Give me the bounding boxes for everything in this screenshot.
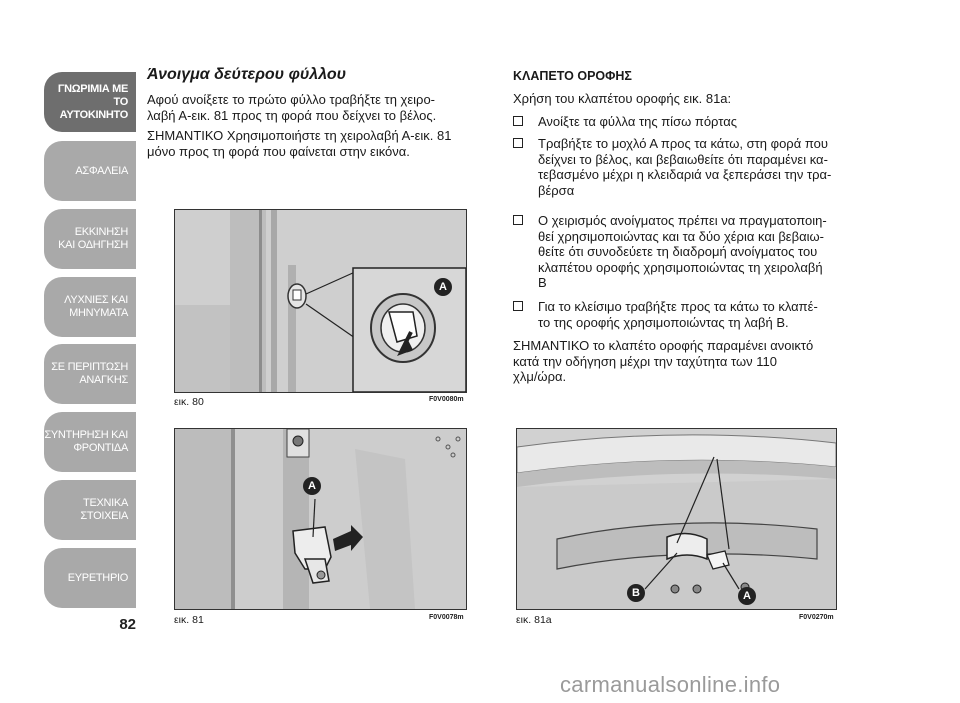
figure-81-code: F0V0078m [429, 614, 464, 621]
figure-81a-image [516, 428, 837, 610]
roof-flap-intro: Χρήση του κλαπέτου οροφής εικ. 81a: [513, 91, 732, 106]
paragraph-important-note: ΣΗΜΑΝΤΙΚΟ Χρησιμοποιήστε τη χειρολαβή Α-εικ. 81 μόνο προς τη φορά που φαίνεται στην εικόνα. [147, 128, 452, 159]
list-item: Για το κλείσιμο τραβήξτε προς τα κάτω το κλαπέ- το της οροφής χρησιμοποιώντας τη λαβή B. [513, 299, 865, 330]
marker-a: A [303, 477, 321, 495]
marker-b: B [627, 584, 645, 602]
tab-technical-data[interactable]: ΤΕΧΝΙΚΑ ΣΤΟΙΧΕΙΑ [44, 480, 136, 540]
roof-flap-important-note: ΣΗΜΑΝΤΙΚΟ το κλαπέτο οροφής παραμένει ανοικτό κατά την οδήγηση μέχρι την ταχύτητα των 110 χλμ/ώρα. [513, 338, 814, 384]
marker-a: A [434, 278, 452, 296]
list-item: Τραβήξτε το μοχλό Α προς τα κάτω, στη φορά που δείχνει το βέλος, και βεβαιωθείτε ότι παραμένει κα- τεβασμένο μέχρι η κλειδαριά να ξεπεράσει την τρα- βέρσα [513, 136, 865, 198]
list-item: Ο χειρισμός ανοίγματος πρέπει να πραγματοποιη- θεί χρησιμοποιώντας και τα δύο χέρια και βεβαιω- θείτε ότι συνοδεύετε τη διαδρομή ανοίγματος του κλαπέτου οροφής χρησιμοποιώντας τη χειρολαβή B [513, 213, 865, 291]
figure-81-caption: εικ. 81 [174, 614, 204, 626]
figure-81-image [174, 428, 467, 610]
checkbox-bullet-icon [513, 116, 523, 126]
figure-80-image [174, 209, 467, 393]
section-title: Άνοιγμα δεύτερου φύλλου [147, 66, 347, 83]
checkbox-bullet-icon [513, 138, 523, 148]
figure-80-caption: εικ. 80 [174, 396, 204, 408]
watermark: carmanualsonline.info [560, 672, 781, 697]
figure-81a-caption: εικ. 81a [516, 614, 552, 626]
tab-maintenance[interactable]: ΣΥΝΤΗΡΗΣΗ ΚΑΙ ΦΡΟΝΤΙΔΑ [44, 412, 136, 472]
paragraph-open-second-leaf: Αφού ανοίξετε το πρώτο φύλλο τραβήξτε τη χειρο- λαβή Α-εικ. 81 προς τη φορά που δείχνει το βέλος. [147, 92, 437, 123]
checkbox-bullet-icon [513, 301, 523, 311]
page-number: 82 [119, 616, 136, 633]
figure-80-code: F0V0080m [429, 396, 464, 403]
section-heading-roof-flap: ΚΛΑΠΕΤΟ ΟΡΟΦΗΣ [513, 69, 632, 83]
marker-a: A [738, 587, 756, 605]
checkbox-bullet-icon [513, 215, 523, 225]
tab-getting-to-know[interactable]: ΓΝΩΡΙΜΙΑ ΜΕ ΤΟ ΑΥΤΟΚΙΝΗΤΟ [44, 72, 136, 132]
figure-81a-code: F0V0270m [799, 614, 834, 621]
tab-safety[interactable]: ΑΣΦΑΛΕΙΑ [44, 141, 136, 201]
tab-starting-driving[interactable]: ΕΚΚΙΝΗΣΗ ΚΑΙ ΟΔΗΓΗΣΗ [44, 209, 136, 269]
tab-emergency[interactable]: ΣΕ ΠΕΡΙΠΤΩΣΗ ΑΝΑΓΚΗΣ [44, 344, 136, 404]
tab-index[interactable]: ΕΥΡΕΤΗΡΙΟ [44, 548, 136, 608]
tab-lights-messages[interactable]: ΛΥΧΝΙΕΣ ΚΑΙ ΜΗΝΥΜΑΤΑ [44, 277, 136, 337]
list-item: Ανοίξτε τα φύλλα της πίσω πόρτας [513, 114, 865, 130]
